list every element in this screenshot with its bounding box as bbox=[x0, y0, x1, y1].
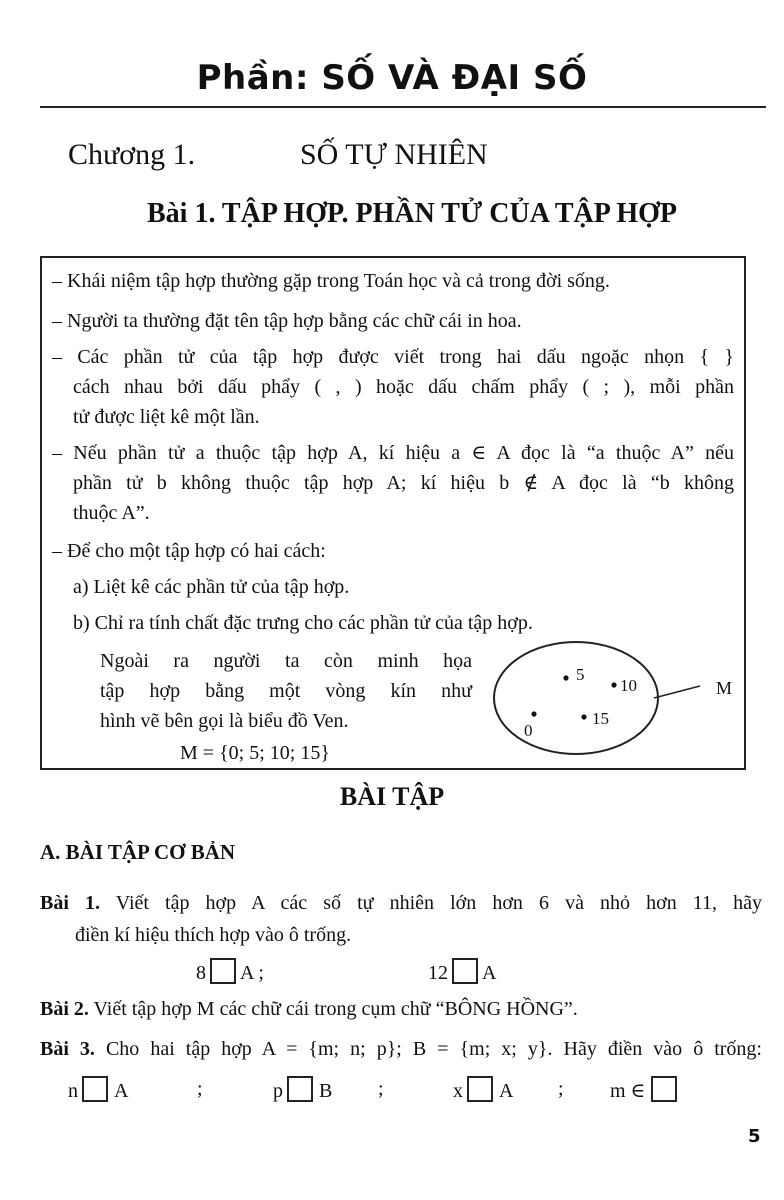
venn-point-dot bbox=[611, 682, 616, 687]
exercise-3-text: Cho hai tập hợp A = {m; n; p}; B = {m; x; y}. Hãy điền vào ô trống: bbox=[105, 1038, 762, 1060]
answer-box[interactable] bbox=[82, 1076, 108, 1102]
theory-line: tử được liệt kê một lần. bbox=[73, 406, 260, 428]
part-title: Phần: SỐ VÀ ĐẠI SỐ bbox=[196, 58, 588, 98]
exercise-2-text: Viết tập hợp M các chữ cái trong cụm chữ “BÔNG HỒNG”. bbox=[93, 998, 578, 1020]
venn-text-line: Ngoài ra người ta còn minh họa bbox=[100, 650, 472, 672]
venn-point-dot bbox=[531, 711, 536, 716]
venn-point-dot bbox=[581, 714, 586, 719]
exercises-title: BÀI TẬP bbox=[339, 782, 445, 811]
theory-line: – Khái niệm tập hợp thường gặp trong Toán học và cả trong đời sống. bbox=[52, 270, 610, 292]
answer-box[interactable] bbox=[651, 1076, 677, 1102]
theory-line: thuộc A”. bbox=[73, 502, 150, 524]
set-m-listing: M = {0; 5; 10; 15} bbox=[180, 742, 330, 764]
item-right: A bbox=[499, 1080, 514, 1102]
venn-pointer-line bbox=[654, 686, 700, 698]
theory-line: cách nhau bởi dấu phẩy ( , ) hoặc dấu chấm phẩy ( ; ), mỗi phần bbox=[73, 376, 734, 398]
theory-line: b) Chỉ ra tính chất đặc trưng cho các phần tử của tập hợp. bbox=[73, 612, 533, 634]
exercise-3-item bbox=[610, 1076, 677, 1104]
venn-ellipse bbox=[494, 642, 658, 754]
theory-line: – Người ta thường đặt tên tập hợp bằng các chữ cái in hoa. bbox=[52, 310, 522, 332]
item-left: n bbox=[68, 1080, 78, 1102]
item-left: p bbox=[273, 1080, 283, 1102]
theory-line: – Nếu phần tử a thuộc tập hợp A, kí hiệu a ∈ A đọc là “a thuộc A” nếu bbox=[52, 442, 734, 464]
separator: ; bbox=[378, 1078, 384, 1100]
exercise-2-label: Bài 2. bbox=[40, 998, 89, 1020]
venn-set-label: M bbox=[716, 678, 733, 698]
exercise-1-label: Bài 1. bbox=[40, 892, 100, 914]
exercise-3-label: Bài 3. bbox=[40, 1038, 95, 1060]
answer-box[interactable] bbox=[210, 958, 236, 984]
exercise-3-line bbox=[40, 1036, 762, 1062]
exercise-3-item bbox=[453, 1076, 513, 1104]
exercise-3-item bbox=[68, 1076, 128, 1104]
exercise-2-line bbox=[40, 996, 578, 1022]
theory-line: a) Liệt kê các phần tử của tập hợp. bbox=[73, 576, 350, 598]
item-left: m ∈ bbox=[610, 1080, 646, 1102]
exercise-1-item-1 bbox=[196, 958, 264, 986]
venn-point-label: 10 bbox=[620, 676, 637, 695]
venn-text-line: hình vẽ bên gọi là biểu đồ Ven. bbox=[100, 710, 349, 732]
header-rule bbox=[40, 106, 766, 108]
item-right: B bbox=[319, 1080, 333, 1102]
theory-line: phần tử b không thuộc tập hợp A; kí hiệu b ∉ A đọc là “b không bbox=[73, 472, 734, 494]
exercise-1-line bbox=[40, 890, 762, 916]
exercise-1-item-2 bbox=[428, 958, 496, 986]
venn-point-dot bbox=[563, 675, 568, 680]
venn-diagram bbox=[490, 636, 744, 758]
item-suffix: A ; bbox=[240, 962, 264, 984]
exercise-1-text: Viết tập hợp A các số tự nhiên lớn hơn 6 và nhỏ hơn 11, hãy bbox=[115, 892, 762, 914]
item-number: 12 bbox=[428, 962, 448, 984]
venn-point-label: 0 bbox=[524, 721, 533, 740]
chapter-name: SỐ TỰ NHIÊN bbox=[300, 138, 488, 171]
answer-box[interactable] bbox=[452, 958, 478, 984]
venn-point-label: 15 bbox=[592, 709, 609, 728]
item-right: A bbox=[114, 1080, 129, 1102]
answer-box[interactable] bbox=[287, 1076, 313, 1102]
answer-box[interactable] bbox=[467, 1076, 493, 1102]
exercise-1-text: điền kí hiệu thích hợp vào ô trống. bbox=[75, 924, 352, 946]
separator: ; bbox=[558, 1078, 564, 1100]
item-suffix: A bbox=[482, 962, 497, 984]
lesson-title: Bài 1. TẬP HỢP. PHẦN TỬ CỦA TẬP HỢP bbox=[146, 198, 677, 229]
exercise-3-item bbox=[273, 1076, 332, 1104]
item-number: 8 bbox=[196, 962, 206, 984]
venn-text-line: tập hợp bằng một vòng kín như bbox=[100, 680, 472, 702]
venn-point-label: 5 bbox=[576, 665, 585, 684]
theory-line: – Các phần tử của tập hợp được viết trong hai dấu ngoặc nhọn { } bbox=[52, 346, 734, 368]
separator: ; bbox=[197, 1078, 203, 1100]
theory-line: – Để cho một tập hợp có hai cách: bbox=[52, 540, 326, 562]
item-left: x bbox=[453, 1080, 463, 1102]
page-number: 5 bbox=[748, 1126, 761, 1147]
section-a-title: A. BÀI TẬP CƠ BẢN bbox=[40, 840, 236, 864]
chapter-label: Chương 1. bbox=[68, 138, 196, 171]
